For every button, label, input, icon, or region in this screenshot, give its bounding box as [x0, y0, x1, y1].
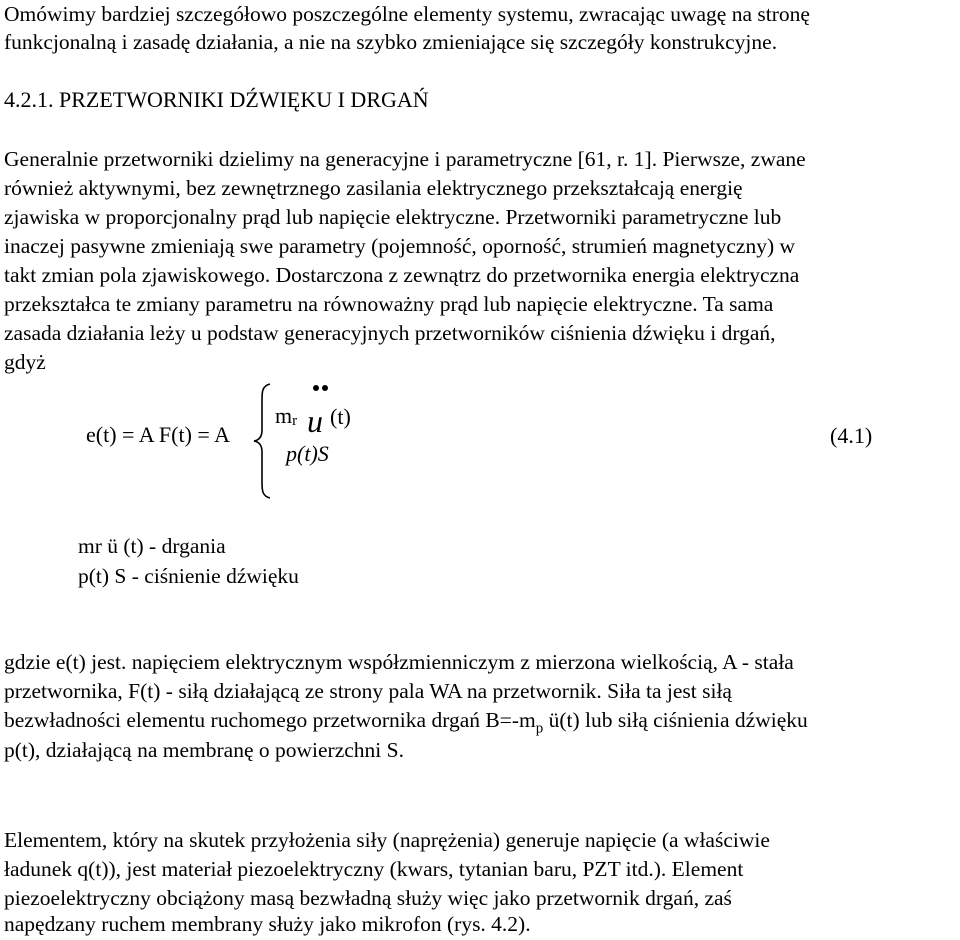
- equation-mass-symbol: [275, 403, 297, 429]
- body1-line-1: Generalnie przetworniki dzielimy na generacyjne i parametryczne [61, r. 1]. Pierwsze, zwane: [4, 147, 806, 171]
- body2-line-3-part-b: ü(t) lub siłą ciśnienia dźwięku: [543, 708, 808, 732]
- body2-line-3-subscript: p: [535, 720, 544, 737]
- equation-pressure-term: p(t)S: [286, 441, 329, 466]
- body1-line-4: inaczej pasywne zmieniają swe parametry (pojemność, oporność, strumień magnetyczny) w: [4, 234, 796, 258]
- body2-line-3-part-a: bezwładności elementu ruchomego przetwornika drgań B=-m: [4, 708, 536, 732]
- body1-line-2: również aktywnymi, bez zewnętrznego zasilania elektrycznego przekształcają energię: [4, 176, 743, 200]
- body2-line-4: p(t), działającą na membranę o powierzchni S.: [4, 738, 404, 762]
- intro-line-1: Omówimy bardziej szczegółowo poszczególne elementy systemu, zwracając uwagę na stronę: [4, 2, 810, 26]
- equation-left-side: e(t) = A F(t) = A: [86, 422, 230, 447]
- body3-line-3: piezoelektryczny obciążony masą bezwładną służy więc jako przetwornik drgań, zaś: [4, 886, 732, 910]
- double-dot-accent-icon: [312, 384, 330, 392]
- body2-line-1: gdzie e(t) jest. napięciem elektrycznym współzmienniczym z mierzona wielkością, A - stała: [4, 650, 794, 674]
- intro-line-2: funkcjonalną i zasadę działania, a nie na szybko zmieniające się szczegóły konstrukcyjne.: [4, 30, 778, 54]
- body1-line-7: zasada działania leży u podstaw generacyjnych przetworników ciśnienia dźwięku i drgań,: [4, 321, 776, 345]
- equation-u-symbol: u: [307, 403, 323, 439]
- equation-4-1: [0, 382, 960, 500]
- body1-line-5: takt zmian pola zjawiskowego. Dostarczona z zewnątrz do przetwornika energia elektryczna: [4, 263, 800, 287]
- equation-m-subscript: r: [292, 413, 298, 429]
- body1-line-3: zjawiska w proporcjonalny prąd lub napięcie elektryczne. Przetworniki parametryczne lub: [4, 205, 782, 229]
- body3-line-1: Elementem, który na skutek przyłożenia siły (naprężenia) generuje napięcie (a właściwie: [4, 828, 770, 852]
- body1-line-8: gdyż: [4, 350, 46, 374]
- equation-number: (4.1): [830, 423, 873, 448]
- definition-vibration: mr ü (t) - drgania: [78, 534, 226, 558]
- curly-brace-icon: [250, 382, 274, 500]
- body3-line-4: napędzany ruchem membrany służy jako mikrofon (rys. 4.2).: [4, 912, 531, 936]
- body2-line-2: przetwornika, F(t) - siłą działającą ze strony pala WA na przetwornik. Siła ta jest siłą: [4, 679, 732, 703]
- equation-m: m: [275, 403, 293, 428]
- equation-u-argument: (t): [330, 404, 351, 429]
- section-heading: 4.2.1. PRZETWORNIKI DŹWIĘKU I DRGAŃ: [4, 87, 429, 112]
- definition-pressure: p(t) S - ciśnienie dźwięku: [78, 564, 299, 588]
- body1-line-6: przekształca te zmiany parametru na równoważny prąd lub napięcie elektryczne. Ta sama: [4, 292, 774, 316]
- body3-line-2: ładunek q(t)), jest materiał piezoelektryczny (kwars, tytanian baru, PZT itd.). Element: [4, 857, 744, 881]
